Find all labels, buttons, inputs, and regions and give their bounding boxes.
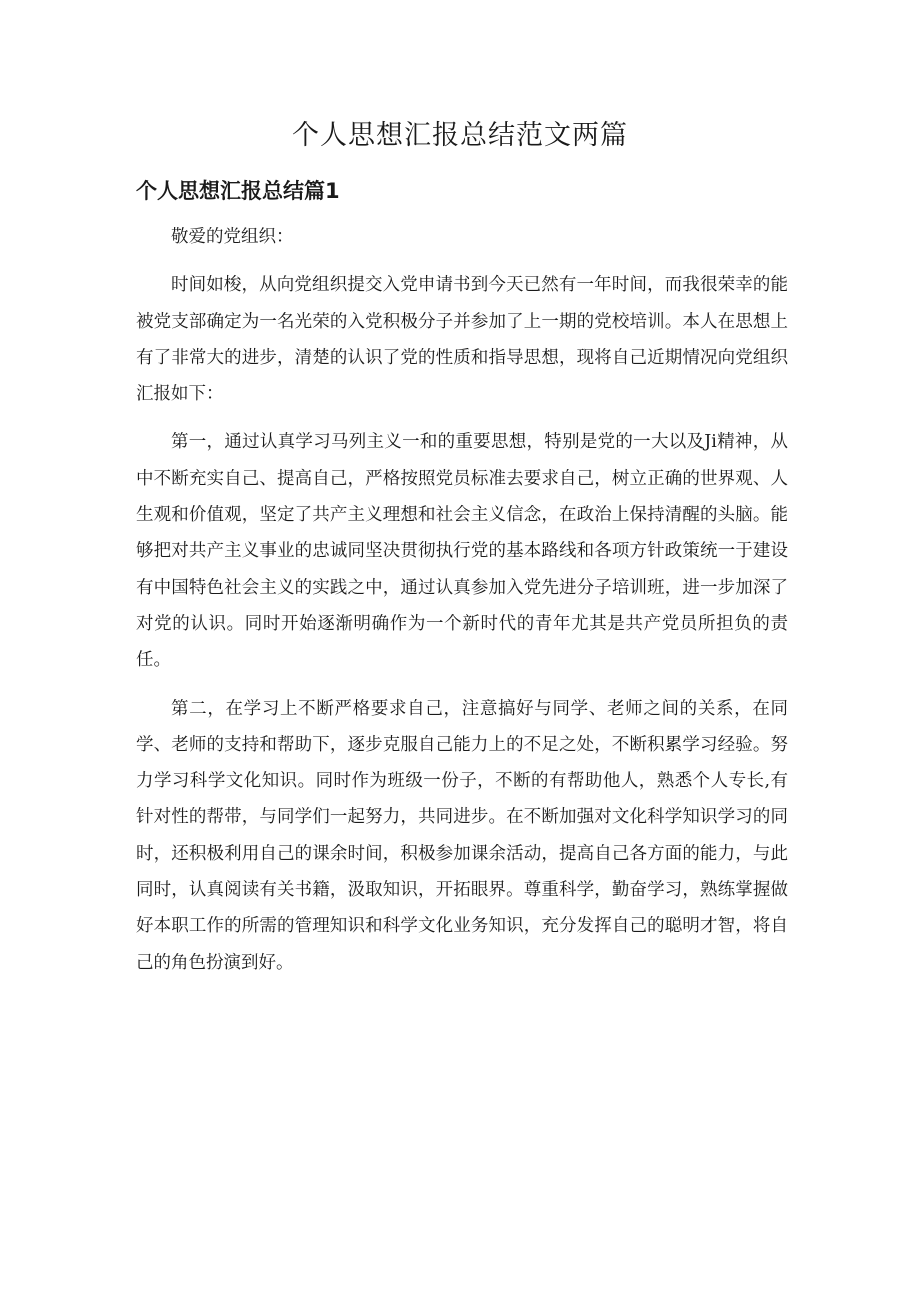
document-title: 个人思想汇报总结范文两篇: [292, 120, 628, 151]
paragraph-second: 第二，在学习上不断严格要求自己，注意搞好与同学、老师之间的关系，在同学、老师的支持和帮助下，逐步克服自己能力上的不足之处，不断积累学习经验。努力学习科学文化知识。同时作为班级一份子，不断的有帮助他人，熟悉个人专长,有针对性的帮带，与同学们一起努力，共同进步。在不断加强对文化科学知识学习的同时，还积极利用自己的课余时间，积极参加课余活动，提高自己各方面的能力，与此同时，认真阅读有关书籍，汲取知识，开拓眼界。尊重科学，勤奋学习，熟练掌握做好本职工作的所需的管理知识和科学文化业务知识，充分发挥自己的聪明才智，将自己的角色扮演到好。: [136, 698, 788, 973]
paragraph-intro: 时间如梭，从向党组织提交入党申请书到今天已然有一年时间，而我很荣幸的能被党支部确定为一名光荣的入党积极分子并参加了上一期的党校培训。本人在思想上有了非常大的进步，清楚的认识了党的性质和指导思想，现将自己近期情况向党组织汇报如下：: [136, 275, 788, 405]
section-heading: 个人思想汇报总结篇1: [136, 179, 340, 203]
paragraph-first: 第一，通过认真学习马列主义一和的重要思想，特别是党的一大以及Ji精神，从中不断充实自己、提高自己，严格按照党员标准去要求自己，树立正确的世界观、人生观和价值观，坚定了共产主义理想和社会主义信念，在政治上保持清醒的头脑。能够把对共产主义事业的忠诚同坚决贯彻执行党的基本路线和各项方针政策统一于建设有中国特色社会主义的实践之中，通过认真参加入党先进分子培训班，进一步加深了对党的认识。同时开始逐渐明确作为一个新时代的青年尤其是共产党员所担负的责任。: [136, 432, 788, 671]
document-body: [136, 219, 788, 993]
salutation: 敬爱的党组织：: [171, 227, 294, 247]
